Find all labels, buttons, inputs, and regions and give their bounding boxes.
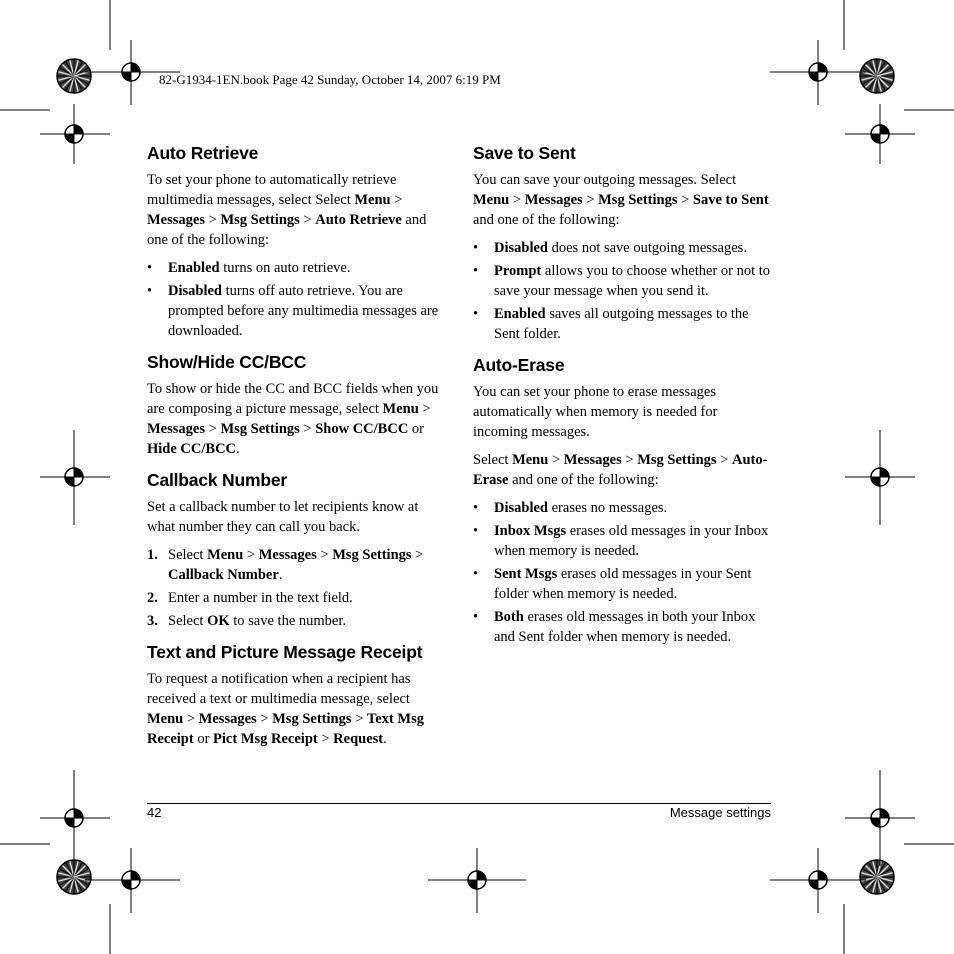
section-auto-erase (473, 354, 773, 647)
page-number: 42 (147, 805, 162, 820)
heading-auto-erase: Auto-Erase (473, 355, 565, 375)
list-item: 1. Select Menu > Messages > Msg Settings > Callback Number. (147, 547, 424, 583)
heading-callback: Callback Number (147, 470, 287, 490)
list-item: • Inbox Msgs erases old messages in your Inbox when memory is needed. (473, 521, 773, 561)
footer-section-title: Message settings (669, 805, 771, 820)
color-wheel-icon (860, 860, 894, 894)
list-item: • Prompt allows you to choose whether or not to save your message when you send it. (473, 261, 773, 301)
callback-intro: Set a callback number to let recipients know at what number they can call you back. (147, 499, 419, 535)
auto-erase-select: Select Menu > Messages > Msg Settings > Auto-Erase and one of the following: (473, 452, 768, 488)
heading-auto-retrieve: Auto Retrieve (147, 143, 259, 163)
heading-save-to-sent: Save to Sent (473, 143, 576, 163)
auto-retrieve-options (147, 258, 447, 341)
heading-show-hide: Show/Hide CC/BCC (147, 352, 307, 372)
list-item: • Disabled erases no messages. (473, 498, 773, 518)
section-auto-retrieve (147, 142, 447, 341)
list-item: 3. Select OK to save the number. (147, 613, 347, 629)
heading-receipt: Text and Picture Message Receipt (147, 642, 423, 662)
book-header-info: 82-G1934-1EN.book Page 42 Sunday, October 14, 2007 6:19 PM (159, 72, 501, 87)
list-item: 2. Enter a number in the text field. (147, 590, 353, 606)
list-item: • Disabled turns off auto retrieve. You are prompted before any multimedia messages are downloaded. (147, 281, 447, 341)
list-item: • Disabled does not save outgoing messages. (473, 238, 773, 258)
section-save-to-sent (473, 142, 773, 344)
color-wheel-icon (860, 59, 894, 93)
auto-erase-options (473, 498, 773, 647)
list-item: • Enabled turns on auto retrieve. (147, 258, 447, 278)
right-column (473, 142, 773, 657)
callback-steps (147, 545, 447, 631)
color-wheel-icon (57, 59, 91, 93)
save-to-sent-options (473, 238, 773, 344)
auto-retrieve-intro: To set your phone to automatically retrieve multimedia messages, select Select Menu > Messages > Msg Settings > Auto Retrieve and one of the following: (147, 172, 427, 248)
left-column (147, 142, 447, 759)
list-item: • Sent Msgs erases old messages in your Sent folder when memory is needed. (473, 564, 773, 604)
list-item: • Enabled saves all outgoing messages to the Sent folder. (473, 304, 773, 344)
receipt-intro: To request a notification when a recipient has received a text or multimedia message, select Menu > Messages > Msg Settings > Text Msg Receipt or Pict Msg Receipt > Request. (147, 671, 424, 747)
show-hide-intro: To show or hide the CC and BCC fields when you are composing a picture message, select Menu > Messages > Msg Settings > Show CC/BCC or Hide CC/BCC. (147, 381, 439, 457)
section-callback-number (147, 469, 447, 631)
list-item: • Both erases old messages in both your Inbox and Sent folder when memory is needed. (473, 607, 773, 647)
save-to-sent-intro: You can save your outgoing messages. Select Menu > Messages > Msg Settings > Save to Sent and one of the following: (473, 172, 769, 228)
section-message-receipt (147, 641, 447, 749)
footer-rule (147, 803, 771, 804)
section-show-hide-cc-bcc (147, 351, 447, 459)
auto-erase-intro: You can set your phone to erase messages automatically when memory is needed for incoming messages. (473, 384, 718, 440)
